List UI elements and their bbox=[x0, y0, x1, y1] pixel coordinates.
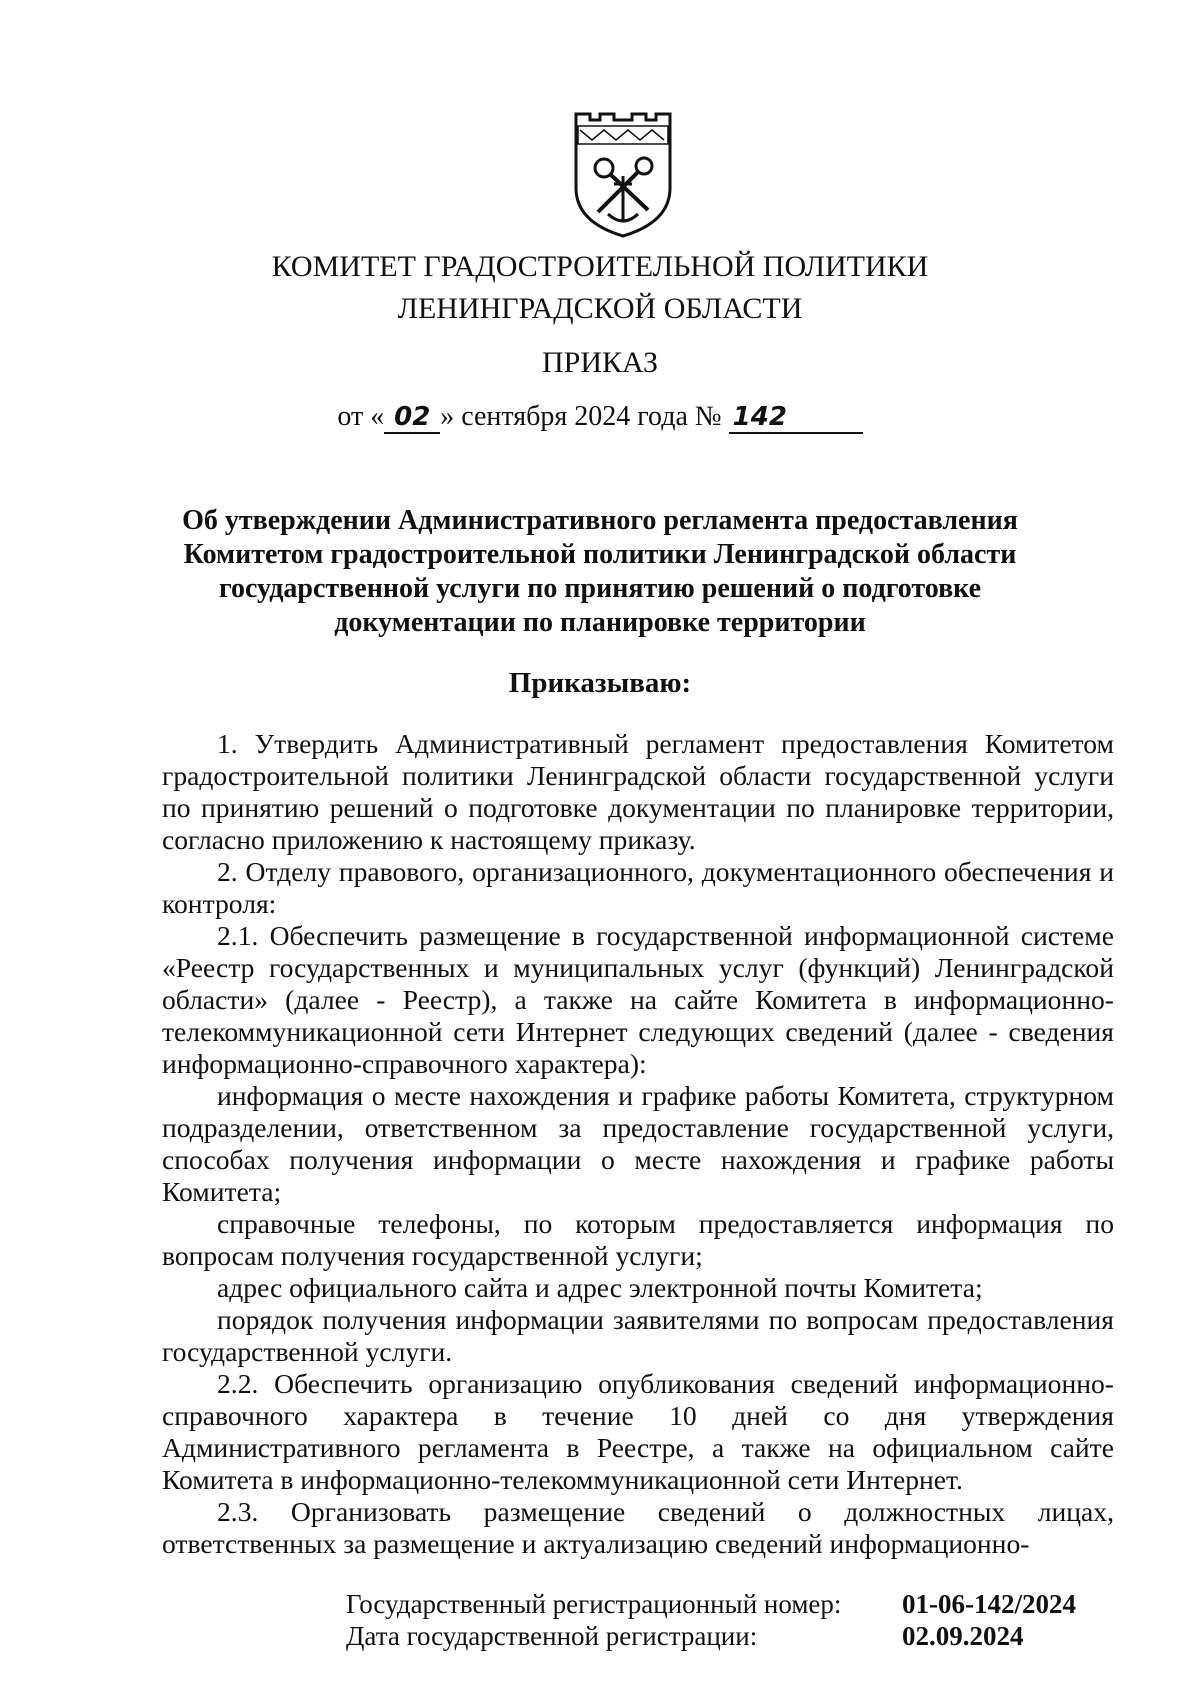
organization-line-2: ЛЕНИНГРАДСКОЙ ОБЛАСТИ bbox=[397, 292, 803, 325]
organization-line-1: КОМИТЕТ ГРАДОСТРОИТЕЛЬНОЙ ПОЛИТИКИ bbox=[271, 250, 929, 283]
subject-line: Комитетом градостроительной политики Ленинградской области bbox=[183, 539, 1017, 570]
document-type: ПРИКАЗ bbox=[542, 346, 658, 379]
document-subject bbox=[0, 504, 1200, 640]
paragraph-2: 2. Отделу правового, организационного, документационного обеспечения и контроля: bbox=[162, 856, 1114, 919]
paragraph-item: порядок получения информации заявителями по вопросам предоставления государственной услуги. bbox=[162, 1304, 1114, 1367]
document-body bbox=[162, 728, 1114, 1560]
date-line bbox=[0, 401, 1200, 434]
subject-line: государственной услуги по принятию решений о подготовке bbox=[218, 573, 982, 604]
subject-line: Об утверждении Административного регламента предоставления bbox=[182, 505, 1018, 536]
paragraph-2-1: 2.1. Обеспечить размещение в государственной информационной системе «Реестр государственных и муниципальных услуг (функций) Ленинградской области» (далее - Реестр), а также на сайте Комитета в информационно-телекоммуникационной сети Интернет следующих сведений (далее - сведения информационно-справочного характера): bbox=[162, 920, 1114, 1079]
decree-word: Приказываю: bbox=[508, 667, 692, 699]
registration-number-value: 01-06-142/2024 bbox=[902, 1589, 1076, 1619]
paragraph-item: справочные телефоны, по которым предоставляется информация по вопросам получения государственной услуги; bbox=[162, 1208, 1114, 1271]
coat-of-arms-icon bbox=[568, 110, 678, 238]
date-prefix: от « bbox=[337, 401, 385, 432]
paragraph-item: адрес официального сайта и адрес электронной почты Комитета; bbox=[217, 1272, 983, 1303]
date-middle: » сентября 2024 года № bbox=[440, 401, 722, 432]
registration-number-label: Государственный регистрационный номер: bbox=[346, 1589, 842, 1619]
registration-block bbox=[346, 1588, 1076, 1652]
date-day: 02 bbox=[384, 402, 440, 434]
paragraph-2-3: 2.3. Организовать размещение сведений о должностных лицах, ответственных за размещение и актуализацию сведений информационно- bbox=[162, 1496, 1114, 1559]
paragraph-1: 1. Утвердить Административный регламент предоставления Комитетом градостроительной политики Ленинградской области государственной услуги по принятию решений о подготовке документации по планировке территории, согласно приложению к настоящему приказу. bbox=[162, 728, 1114, 855]
subject-line: документации по планировке территории bbox=[334, 607, 866, 638]
paragraph-2-2: 2.2. Обеспечить организацию опубликования сведений информационно-справочного характера в течение 10 дней со дня утверждения Административного регламента в Реестре, а также на официальном сайте Комитета в информационно-телекоммуникационной сети Интернет. bbox=[162, 1368, 1114, 1495]
organization-name bbox=[0, 246, 1200, 330]
registration-date-value: 02.09.2024 bbox=[902, 1621, 1024, 1651]
registration-date-label: Дата государственной регистрации: bbox=[346, 1621, 758, 1651]
paragraph-item: информация о месте нахождения и графике работы Комитета, структурном подразделении, ответственном за предоставление государственной услуги, способах получения информации о месте нахождения и графике работы Комитета; bbox=[162, 1080, 1114, 1207]
order-number: 142 bbox=[729, 402, 863, 434]
